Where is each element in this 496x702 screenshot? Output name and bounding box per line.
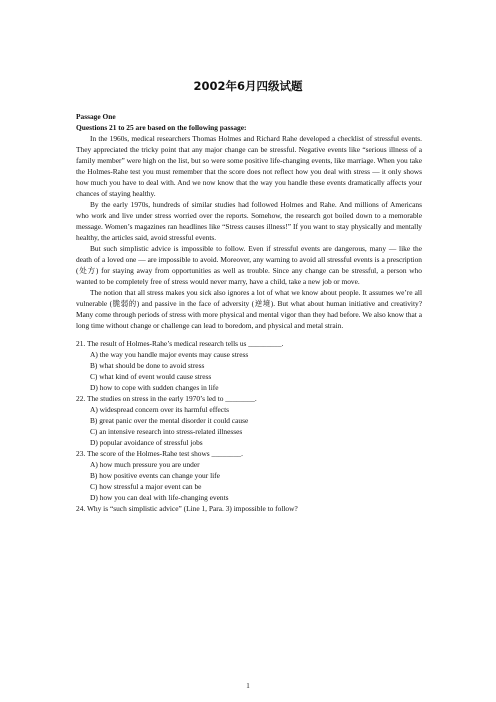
- paragraph: The notion that all stress makes you sick also ignores a lot of what we know about people. It assumes we’re all vulnerable (脆弱的) and passive in the face of adversity (逆境). But what about human initiative and creativity? Many come through periods of stress with more physical and mental vigor than they had before. We also know that a long time without change or challenge can lead to boredom, and physical and metal strain.: [76, 288, 422, 330]
- question-21: [76, 338, 422, 393]
- answer-option: A) widespread concern over its harmful effects: [90, 405, 229, 414]
- question-stem: 24. Why is “such simplistic advice” (Line 1, Para. 3) impossible to follow?: [76, 504, 298, 513]
- paragraph: But such simplistic advice is impossible to follow. Even if stressful events are dangerous, many — like the death of a loved one — are impossible to avoid. Moreover, any warning to avoid all stressful events is a prescription (处方) for staying away from opportunities as well as trouble. Since any change can be stressful, a person who wanted to be completely free of stress would never marry, have a child, take a new job or move.: [76, 244, 422, 286]
- question-22: [76, 393, 422, 448]
- answer-option: B) great panic over the mental disorder it could cause: [90, 416, 249, 425]
- answer-option: A) how much pressure you are under: [90, 460, 200, 469]
- questions-intro: Questions 21 to 25 are based on the following passage:: [76, 123, 247, 132]
- passage-content: [76, 111, 422, 514]
- answer-option: C) what kind of event would cause stress: [90, 372, 212, 381]
- paragraph: By the early 1970s, hundreds of similar studies had followed Holmes and Rahe. And millions of Americans who work and live under stress worried over the reports. Somehow, the research got boiled down to a memorable message. Women’s magazines ran headlines like “Stress causes illness!” If you want to stay physically and mentally healthy, the articles said, avoid stressful events.: [76, 200, 422, 242]
- question-stem: 22. The studies on stress in the early 1970’s led to ________.: [76, 394, 257, 403]
- question-stem: 21. The result of Holmes-Rahe’s medical research tells us _________.: [76, 339, 284, 348]
- question-stem: 23. The score of the Holmes-Rahe test shows ________.: [76, 449, 243, 458]
- answer-option: D) popular avoidance of stressful jobs: [90, 438, 203, 447]
- answer-option: C) how stressful a major event can be: [90, 482, 202, 491]
- spacer: [76, 331, 422, 338]
- answer-option: B) what should be done to avoid stress: [90, 361, 205, 370]
- page-title: 2002年6月四级试题: [193, 79, 303, 93]
- answer-option: A) the way you handle major events may cause stress: [90, 350, 249, 359]
- question-24: [76, 503, 422, 514]
- answer-option: D) how you can deal with life-changing events: [90, 493, 229, 502]
- answer-option: C) an intensive research into stress-related illnesses: [90, 427, 243, 436]
- question-23: [76, 448, 422, 503]
- answer-option: D) how to cope with sudden changes in life: [90, 383, 219, 392]
- answer-option: B) how positive events can change your life: [90, 471, 220, 480]
- passage-label: Passage One: [76, 112, 116, 121]
- paragraph: In the 1960s, medical researchers Thomas Holmes and Richard Rahe developed a checklist of stressful events. They appreciated the tricky point that any major change can be stressful. Negative events like “serious illness of a family member” were high on the list, but so were some positive life-changing events, like marriage. When you take the Holmes-Rahe test you must remember that the score does not reflect how you deal with stress — it only shows how much you have to deal with. And we now know that the way you handle these events dramatically affects your chances of staying healthy.: [76, 134, 422, 198]
- page-number: 1: [246, 682, 250, 690]
